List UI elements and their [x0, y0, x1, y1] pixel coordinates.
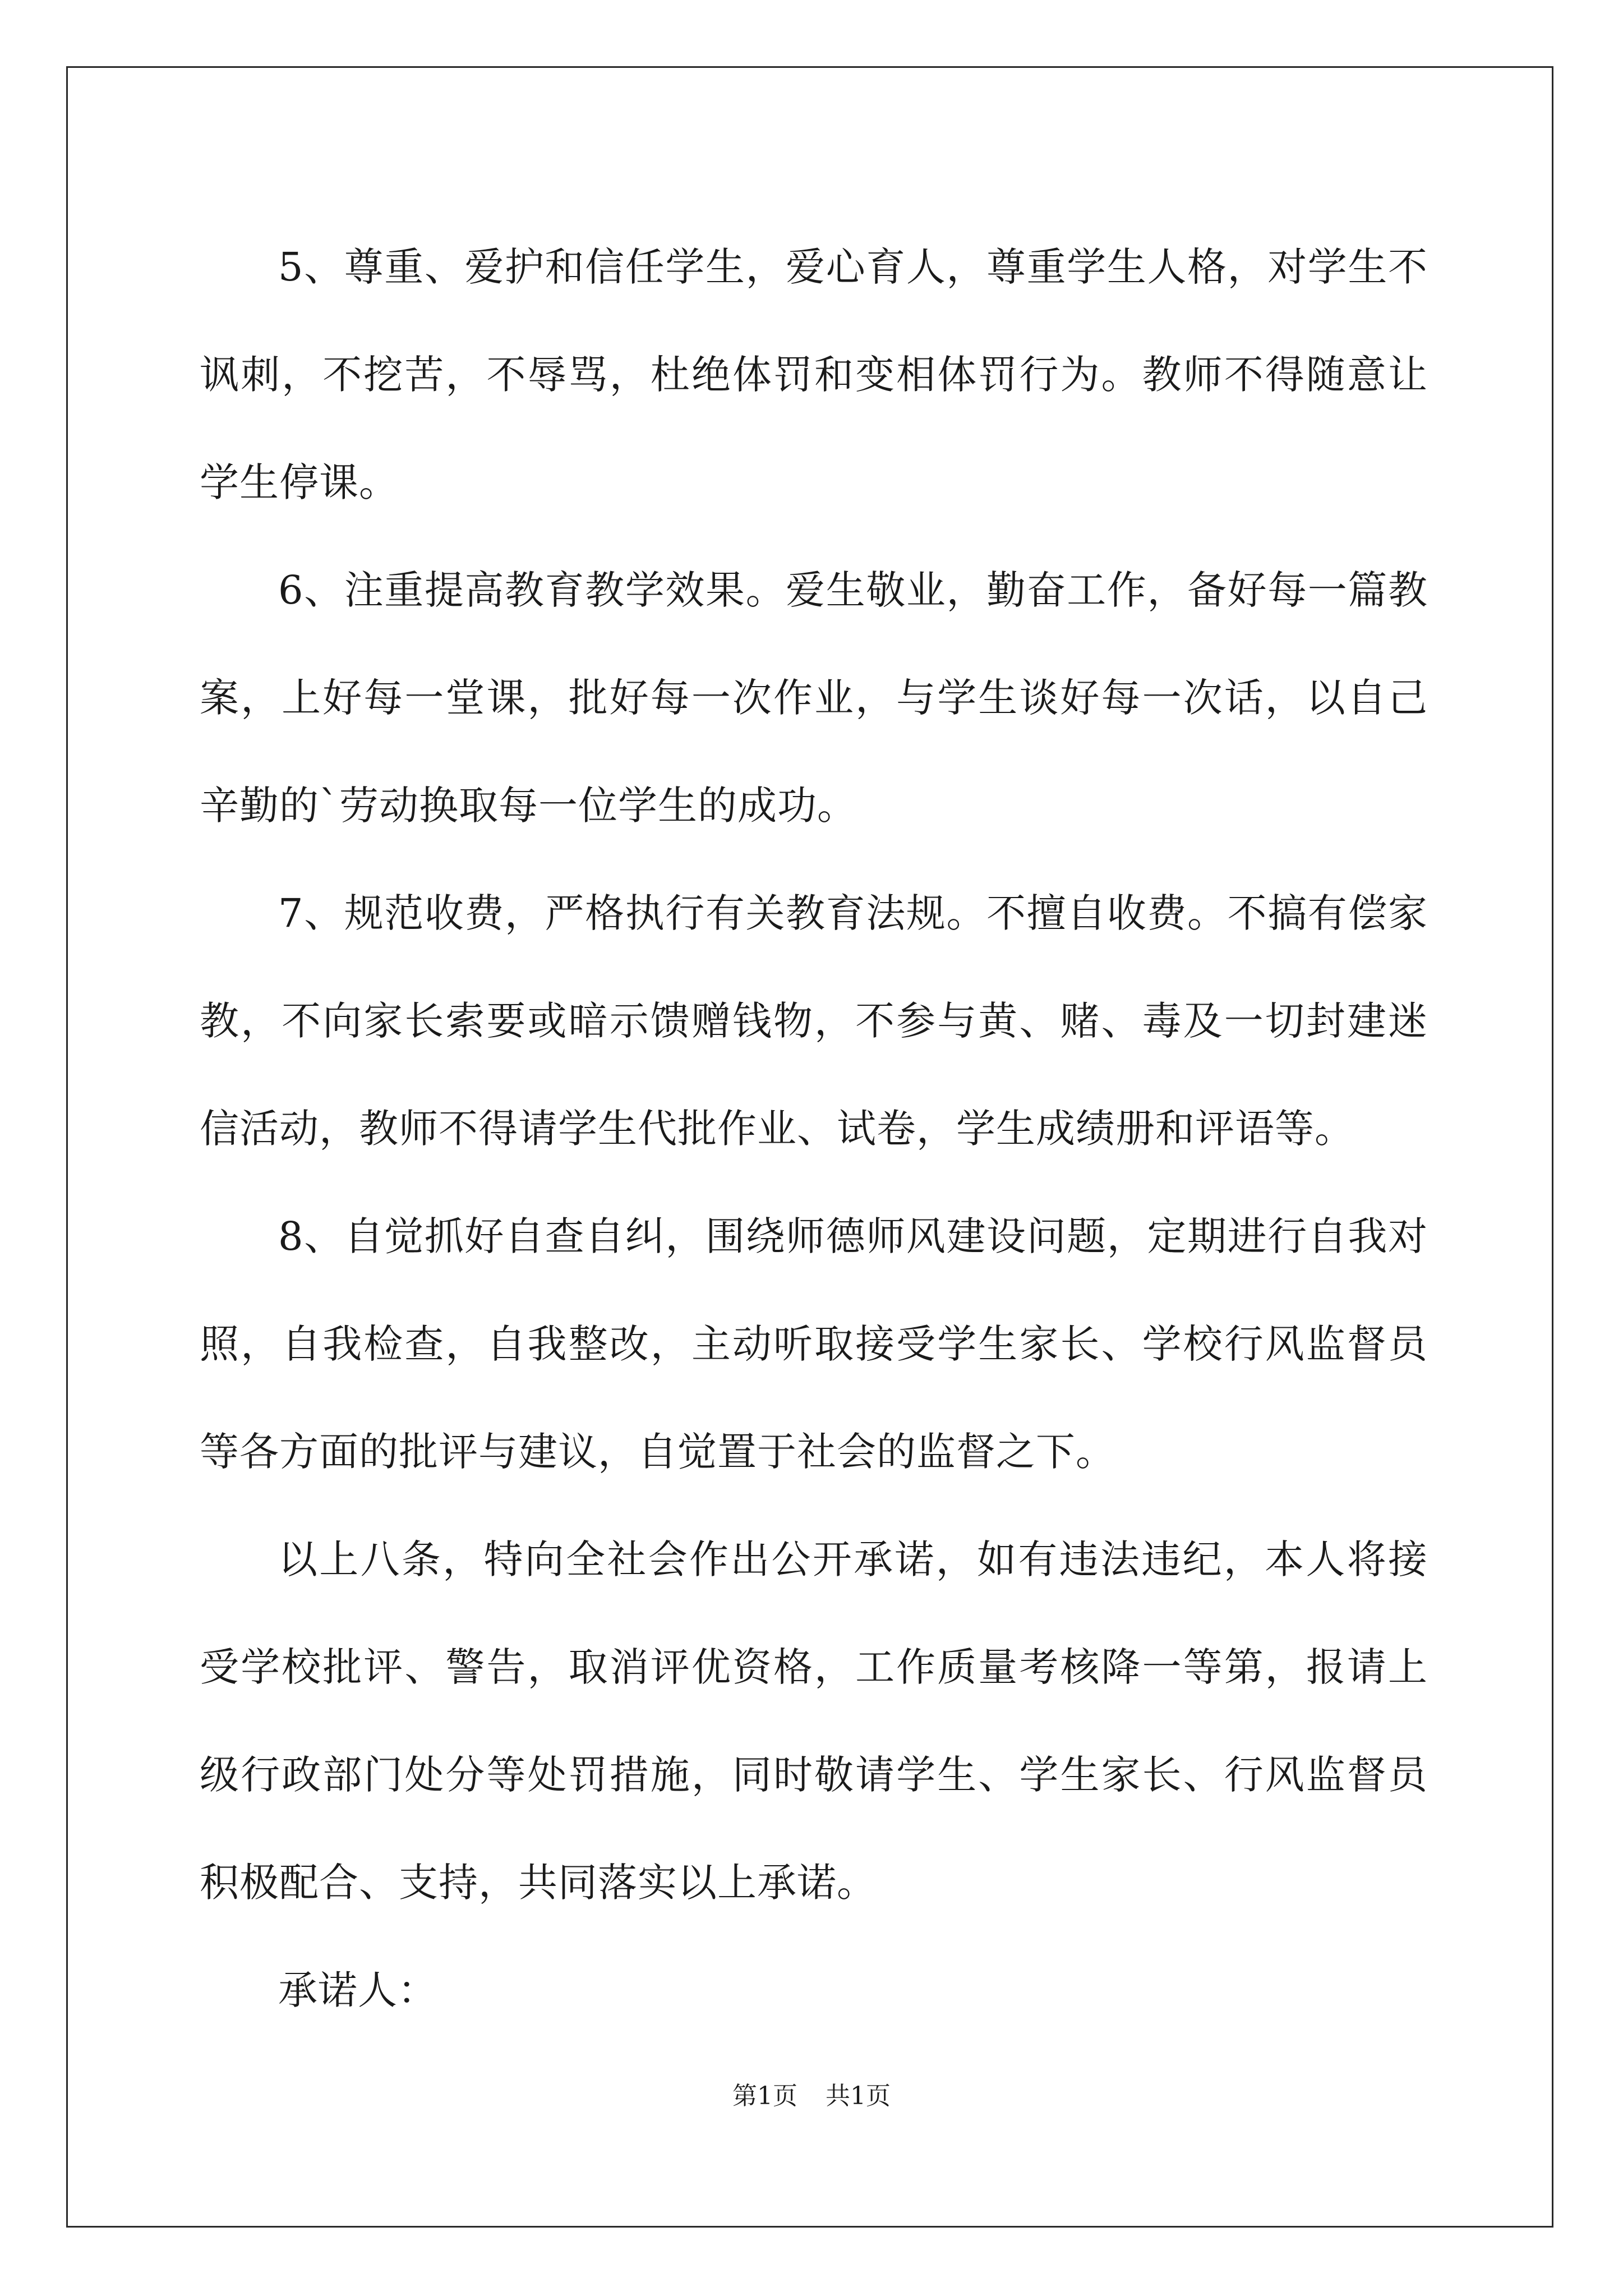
page-number: 第1页	[732, 2082, 797, 2110]
paragraph-item-8: 8、自觉抓好自查自纠，围绕师德师风建设问题，定期进行自我对照，自我检查，自我整改，主动听取接受学生家长、学校行风监督员等各方面的批评与建议，自觉置于社会的监督之下。	[200, 1213, 1428, 1475]
paragraph-item-6: 6、注重提高教育教学效果。爱生敬业，勤奋工作，备好每一篇教案，上好每一堂课，批好每一次作业，与学生谈好每一次话，以自己辛勤的`劳动换取每一位学生的成功。	[200, 567, 1428, 829]
document-body	[200, 213, 1428, 2044]
page-footer	[0, 2076, 1623, 2111]
paragraph-item-7: 7、规范收费，严格执行有关教育法规。不擅自收费。不搞有偿家教，不向家长索要或暗示馈赠钱物，不参与黄、赌、毒及一切封建迷信活动，教师不得请学生代批作业、试卷，学生成绩册和评语等。	[200, 890, 1428, 1152]
paragraph-summary: 以上八条，特向全社会作出公开承诺，如有违法违纪，本人将接受学校批评、警告，取消评优资格，工作质量考核降一等第，报请上级行政部门处分等处罚措施，同时敬请学生、学生家长、行风监督员积极配合、支持，共同落实以上承诺。	[200, 1536, 1428, 1906]
signature-line: 承诺人：	[278, 1967, 437, 2013]
paragraph-item-5: 5、尊重、爱护和信任学生，爱心育人，尊重学生人格，对学生不讽刺，不挖苦，不辱骂，杜绝体罚和变相体罚行为。教师不得随意让学生停课。	[200, 244, 1428, 505]
page-total: 共1页	[826, 2082, 891, 2110]
